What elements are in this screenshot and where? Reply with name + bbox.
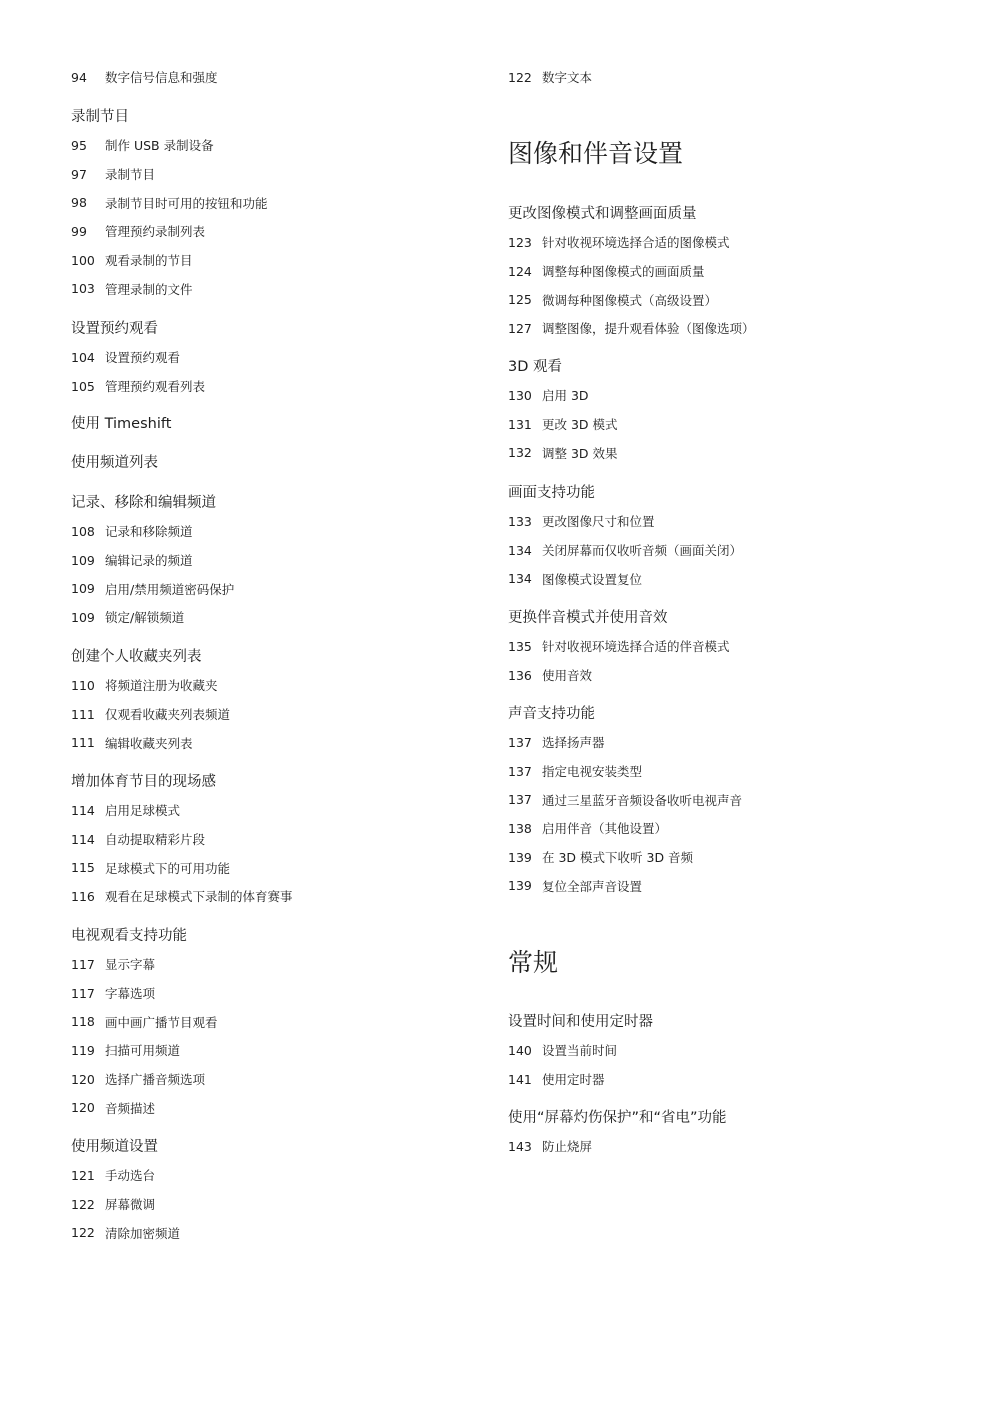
toc-page-number: 124 [508, 263, 532, 279]
toc-page-number: 119 [71, 1042, 95, 1058]
toc-entry[interactable] [508, 1036, 653, 1065]
toc-section [508, 482, 742, 593]
toc-entry-title: 更改图像尺寸和位置 [542, 514, 655, 530]
toc-page-number: 109 [71, 581, 95, 597]
toc-section [71, 413, 171, 435]
toc-page-number: 120 [71, 1071, 95, 1087]
toc-entry[interactable] [508, 314, 755, 343]
toc-entry[interactable] [71, 1093, 218, 1122]
toc-entry[interactable] [71, 853, 293, 882]
toc-subheading[interactable]: 创建个人收藏夹列表 [71, 649, 202, 665]
toc-entry-title: 音频描述 [105, 1100, 156, 1116]
toc-entry[interactable] [508, 632, 730, 661]
toc-entry[interactable] [508, 564, 742, 593]
toc-page-number: 122 [71, 1196, 95, 1212]
toc-page-number: 114 [71, 831, 95, 847]
toc-entry-title: 图像模式设置复位 [542, 571, 643, 587]
toc-entry[interactable] [508, 728, 742, 757]
toc-entry[interactable] [71, 188, 268, 217]
toc-page-number: 134 [508, 571, 532, 587]
toc-page-number: 137 [508, 763, 532, 779]
toc-subheading[interactable]: 3D 观看 [508, 359, 562, 375]
toc-page-number: 125 [508, 292, 532, 308]
toc-page-number: 97 [71, 166, 87, 182]
toc-entry[interactable] [71, 574, 234, 603]
toc-entry[interactable] [71, 217, 268, 246]
toc-section [508, 203, 755, 343]
toc-page-number: 108 [71, 523, 95, 539]
toc-section [508, 607, 730, 689]
toc-entry[interactable] [71, 796, 293, 825]
toc-page-number: 139 [508, 849, 532, 865]
toc-page-number: 127 [508, 320, 532, 336]
toc-page-number: 111 [71, 706, 95, 722]
toc-entry-title: 画中画广播节目观看 [105, 1014, 218, 1030]
toc-entry[interactable] [71, 1007, 218, 1036]
toc-entry-title: 在 3D 模式下收听 3D 音频 [542, 850, 694, 866]
toc-entry[interactable] [71, 979, 218, 1008]
toc-entry[interactable] [508, 438, 618, 467]
toc-page-number: 95 [71, 137, 87, 153]
toc-entry[interactable] [508, 1065, 653, 1094]
toc-subheading[interactable]: 画面支持功能 [508, 485, 595, 501]
toc-entry-title: 数字文本 [542, 70, 593, 86]
toc-page-number: 141 [508, 1071, 532, 1087]
toc-entry-title: 针对收视环境选择合适的伴音模式 [542, 639, 730, 655]
toc-entry-title: 记录和移除频道 [105, 524, 193, 540]
toc-entry-title: 管理预约观看列表 [105, 379, 206, 395]
toc-page-number: 115 [71, 860, 95, 876]
toc-entry-title: 使用定时器 [542, 1072, 605, 1088]
toc-page-number: 122 [71, 1225, 95, 1241]
toc-section [71, 1136, 180, 1247]
toc-entry-title: 设置预约观看 [105, 350, 181, 366]
toc-entry-title: 防止烧屏 [542, 1139, 593, 1155]
toc-entry[interactable] [71, 700, 230, 729]
toc-subheading[interactable]: 增加体育节目的现场感 [71, 774, 216, 790]
toc-subheading[interactable]: 录制节目 [71, 109, 129, 125]
toc-page-number: 118 [71, 1014, 95, 1030]
toc-entry-title: 锁定/解锁频道 [105, 610, 185, 626]
toc-subheading[interactable]: 更改图像模式和调整画面质量 [508, 206, 697, 222]
toc-entry[interactable] [508, 757, 742, 786]
toc-entry-title: 启用足球模式 [105, 803, 181, 819]
toc-entry-title: 观看在足球模式下录制的体育赛事 [105, 889, 293, 905]
toc-entry[interactable] [71, 63, 218, 92]
toc-page-number: 103 [71, 281, 95, 297]
toc-subheading[interactable]: 更换伴音模式并使用音效 [508, 610, 668, 626]
toc-entry-title: 手动选台 [105, 1168, 156, 1184]
toc-section [71, 925, 218, 1122]
toc-entry-title: 足球模式下的可用功能 [105, 860, 231, 876]
toc-entry-title: 通过三星蓝牙音频设备收听电视声音 [542, 792, 743, 808]
toc-entry[interactable] [508, 257, 755, 286]
toc-section [71, 492, 234, 632]
toc-entry[interactable] [71, 274, 268, 303]
toc-entry[interactable] [508, 661, 730, 690]
toc-entry-title: 录制节目时可用的按钮和功能 [105, 195, 268, 211]
toc-page-number: 98 [71, 195, 87, 211]
toc-entry[interactable] [71, 728, 230, 757]
toc-entry-title: 微调每种图像模式（高级设置） [542, 292, 718, 308]
toc-entry-title: 设置当前时间 [542, 1043, 618, 1059]
toc-entry-title: 扫描可用频道 [105, 1043, 181, 1059]
toc-page-number: 139 [508, 878, 532, 894]
toc-entry[interactable] [508, 285, 755, 314]
toc-entry[interactable] [508, 381, 618, 410]
toc-page-number: 122 [508, 69, 532, 85]
toc-page-number: 110 [71, 677, 95, 693]
toc-entry-title: 针对收视环境选择合适的图像模式 [542, 235, 730, 251]
toc-entry[interactable] [71, 603, 234, 632]
toc-entry[interactable] [71, 671, 230, 700]
toc-subheading[interactable]: 记录、移除和编辑频道 [71, 495, 216, 511]
toc-subheading[interactable]: 电视观看支持功能 [71, 928, 187, 944]
toc-section [508, 63, 592, 92]
toc-page-number: 136 [508, 667, 532, 683]
toc-section [508, 1107, 727, 1161]
toc-entry[interactable] [71, 1065, 218, 1094]
toc-subheading[interactable]: 使用 Timeshift [71, 416, 172, 432]
toc-subheading[interactable]: 设置预约观看 [71, 321, 158, 337]
toc-page-number: 109 [71, 609, 95, 625]
toc-entry[interactable] [71, 1190, 180, 1219]
toc-entry-title: 使用音效 [542, 668, 593, 684]
toc-page-number: 130 [508, 387, 532, 403]
toc-entry-title: 数字信号信息和强度 [105, 70, 218, 86]
toc-entry[interactable] [71, 1161, 180, 1190]
toc-page-number: 143 [508, 1138, 532, 1154]
toc-subheading[interactable]: 设置时间和使用定时器 [508, 1014, 653, 1030]
toc-page-number: 120 [71, 1100, 95, 1116]
toc-section [508, 703, 742, 900]
toc-page-number: 132 [508, 445, 532, 461]
toc-entry[interactable] [508, 410, 618, 439]
toc-page-number: 117 [71, 985, 95, 1001]
chapter-title[interactable]: 图像和伴音设置 [508, 139, 684, 168]
toc-page-number: 137 [508, 734, 532, 750]
toc-entry[interactable] [71, 882, 293, 911]
toc-subheading[interactable]: 使用频道列表 [71, 455, 158, 471]
toc-entry[interactable] [71, 372, 205, 401]
toc-section [71, 106, 268, 303]
toc-entry[interactable] [71, 131, 268, 160]
toc-subheading[interactable]: 声音支持功能 [508, 706, 595, 722]
toc-section [71, 452, 158, 474]
toc-entry[interactable] [508, 536, 742, 565]
toc-page-number: 104 [71, 349, 95, 365]
toc-entry-title: 录制节目 [105, 167, 156, 183]
toc-entry-title: 自动提取精彩片段 [105, 832, 206, 848]
toc-entry[interactable] [508, 871, 742, 900]
toc-entry-title: 启用 3D [542, 388, 589, 404]
toc-entry-title: 选择广播音频选项 [105, 1072, 206, 1088]
toc-entry-title: 字幕选项 [105, 986, 156, 1002]
toc-page-number: 137 [508, 792, 532, 808]
toc-entry[interactable] [508, 814, 742, 843]
toc-entry-title: 观看录制的节目 [105, 253, 193, 269]
toc-section [71, 63, 218, 92]
toc-entry-title: 调整 3D 效果 [542, 445, 618, 461]
toc-entry[interactable] [71, 546, 234, 575]
toc-page-number: 135 [508, 638, 532, 654]
toc-page-number: 99 [71, 223, 87, 239]
toc-entry-title: 将频道注册为收藏夹 [105, 678, 218, 694]
toc-page-number: 94 [71, 69, 87, 85]
toc-entry[interactable] [71, 825, 293, 854]
toc-entry-title: 清除加密频道 [105, 1225, 181, 1241]
toc-page-number: 133 [508, 513, 532, 529]
toc-entry-title: 编辑记录的频道 [105, 553, 193, 569]
toc-entry-title: 调整每种图像模式的画面质量 [542, 264, 705, 280]
toc-entry[interactable] [71, 517, 234, 546]
toc-entry[interactable] [508, 63, 592, 92]
toc-entry-title: 调整图像，提升观看体验（图像选项） [542, 321, 755, 337]
toc-page-number: 117 [71, 956, 95, 972]
toc-page-number: 123 [508, 234, 532, 250]
toc-entry-title: 启用/禁用频道密码保护 [105, 581, 235, 597]
toc-page-number: 134 [508, 542, 532, 558]
toc-entry[interactable] [508, 228, 755, 257]
toc-entry-title: 选择扬声器 [542, 735, 605, 751]
toc-subheading[interactable]: 使用“屏幕灼伤保护”和“省电”功能 [508, 1110, 727, 1126]
toc-entry[interactable] [508, 785, 742, 814]
toc-section [71, 318, 205, 400]
toc-section [71, 646, 230, 757]
toc-section [71, 771, 293, 911]
toc-entry[interactable] [71, 160, 268, 189]
toc-page-number: 131 [508, 416, 532, 432]
toc-page-number: 114 [71, 802, 95, 818]
toc-section [508, 1011, 653, 1093]
toc-page-number: 105 [71, 378, 95, 394]
chapter-title[interactable]: 常规 [508, 948, 559, 977]
toc-page-number: 111 [71, 735, 95, 751]
toc-section [508, 356, 618, 467]
toc-entry-title: 关闭屏幕而仅收听音频（画面关闭） [542, 543, 743, 559]
toc-page-number: 109 [71, 552, 95, 568]
toc-page-number: 116 [71, 888, 95, 904]
toc-entry[interactable] [508, 843, 742, 872]
toc-page-number: 100 [71, 252, 95, 268]
toc-entry-title: 制作 USB 录制设备 [105, 138, 214, 154]
toc-entry-title: 更改 3D 模式 [542, 417, 618, 433]
toc-page-number: 121 [71, 1167, 95, 1183]
toc-entry-title: 管理预约录制列表 [105, 224, 206, 240]
toc-entry-title: 仅观看收藏夹列表频道 [105, 707, 231, 723]
toc-entry-title: 屏幕微调 [105, 1197, 156, 1213]
toc-entry-title: 启用伴音（其他设置） [542, 821, 668, 837]
toc-entry[interactable] [71, 1218, 180, 1247]
toc-entry[interactable] [71, 246, 268, 275]
toc-entry-title: 显示字幕 [105, 957, 156, 973]
toc-entry[interactable] [71, 950, 218, 979]
toc-entry[interactable] [71, 1036, 218, 1065]
toc-entry[interactable] [508, 1132, 727, 1161]
toc-entry-title: 指定电视安装类型 [542, 764, 643, 780]
toc-entry-title: 管理录制的文件 [105, 281, 193, 297]
toc-entry-title: 编辑收藏夹列表 [105, 735, 193, 751]
toc-subheading[interactable]: 使用频道设置 [71, 1139, 158, 1155]
toc-entry[interactable] [71, 343, 205, 372]
toc-entry-title: 复位全部声音设置 [542, 878, 643, 894]
toc-page-number: 140 [508, 1042, 532, 1058]
toc-page-number: 138 [508, 820, 532, 836]
toc-entry[interactable] [508, 507, 742, 536]
